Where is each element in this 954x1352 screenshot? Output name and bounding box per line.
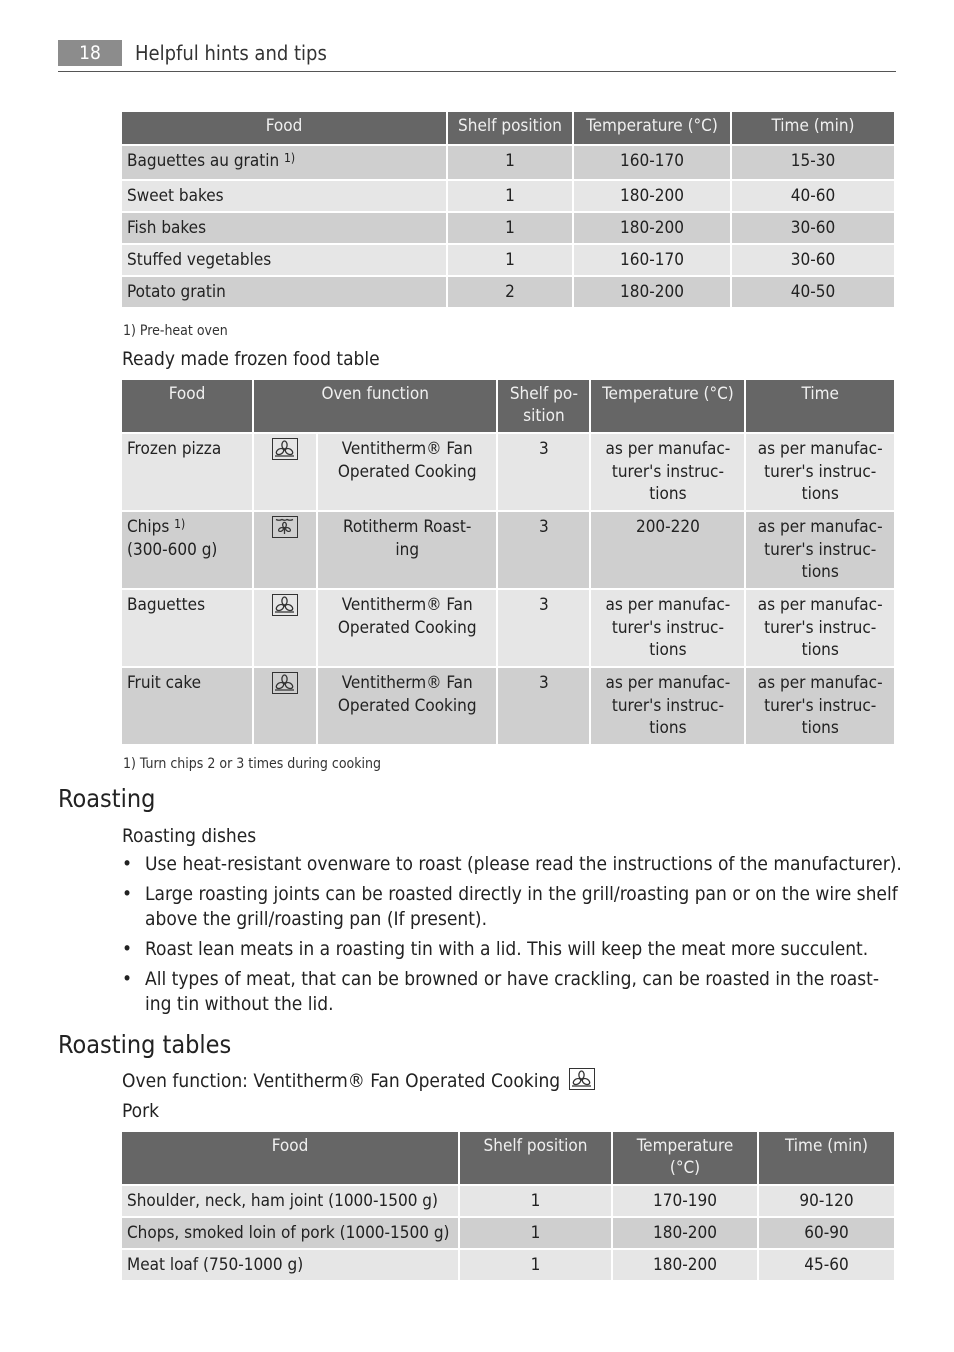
- footnote-marker: 1): [284, 151, 296, 165]
- time-line: tions: [801, 640, 839, 660]
- shelf-cell: 3: [498, 590, 589, 666]
- time-line: tions: [801, 562, 839, 582]
- time-cell: 30-60: [732, 213, 894, 243]
- shelf-header-line: Shelf po-: [509, 384, 579, 404]
- column-header-food: Food: [122, 1132, 458, 1184]
- table-footnote: 1) Turn chips 2 or 3 times during cooking: [123, 756, 382, 772]
- temperature-cell: 180-200: [574, 277, 730, 307]
- frozen-food-table: [120, 378, 896, 746]
- shelf-cell: 1: [448, 181, 572, 211]
- shelf-cell: 2: [448, 277, 572, 307]
- column-header-temperature: [613, 1132, 757, 1184]
- header-divider: [58, 71, 896, 72]
- temperature-line: turer's instruc-: [611, 695, 724, 716]
- column-header-food: Food: [122, 380, 252, 432]
- food-cell: Chops, smoked loin of pork (1000-1500 g): [122, 1218, 458, 1248]
- column-header-shelf-position: Shelf position: [460, 1132, 611, 1184]
- time-line: tions: [801, 718, 839, 738]
- food-cell: Fruit cake: [122, 668, 252, 744]
- list-item: • Large roasting joints can be roasted directly in the grill/roasting pan or on the wire shelf above the grill/roasting pan (If present).: [122, 882, 902, 932]
- time-cell: [746, 590, 894, 666]
- frozen-food-heading: Ready made frozen food table: [122, 348, 380, 370]
- baked-dishes-table: [120, 110, 896, 309]
- temperature-cell: [591, 434, 744, 510]
- table-header-row: [122, 112, 894, 144]
- food-name: Baguettes au gratin: [127, 151, 280, 171]
- time-cell: [746, 434, 894, 510]
- temperature-cell: 180-200: [613, 1250, 757, 1280]
- temperature-header-line: (°C): [669, 1158, 701, 1178]
- table-row: [122, 146, 894, 179]
- page-number: 18: [58, 40, 122, 66]
- function-cell: [318, 434, 496, 510]
- table-row: [122, 434, 894, 510]
- roasting-tips-list: [122, 852, 902, 1022]
- time-line: as per manufac-: [757, 595, 883, 615]
- table-row: [122, 1218, 894, 1248]
- column-header-shelf-position: [498, 380, 589, 432]
- column-header-shelf-position: Shelf position: [448, 112, 572, 144]
- food-cell: [122, 512, 252, 588]
- icon-cell: [254, 590, 316, 666]
- function-line: Ventitherm® Fan: [341, 439, 473, 459]
- food-name: Chips: [127, 517, 170, 537]
- column-header-time: Time (min): [759, 1132, 894, 1184]
- shelf-header-line: sition: [523, 406, 565, 426]
- shelf-cell: 1: [448, 213, 572, 243]
- function-line: ing: [395, 539, 420, 560]
- temperature-line: as per manufac-: [605, 595, 731, 615]
- shelf-cell: 1: [460, 1250, 611, 1280]
- column-header-time: Time: [746, 380, 894, 432]
- time-line: turer's instruc-: [764, 617, 877, 638]
- table-header-row: [122, 1132, 894, 1184]
- table-row: [122, 245, 894, 275]
- time-line: turer's instruc-: [764, 461, 877, 482]
- temperature-header-line: Temperature: [636, 1136, 734, 1156]
- function-line: Operated Cooking: [337, 617, 477, 638]
- function-line: Ventitherm® Fan: [341, 595, 473, 615]
- fan-icon: [272, 672, 298, 694]
- list-item: • Roast lean meats in a roasting tin with a lid. This will keep the meat more succulent.: [122, 937, 902, 962]
- table-row: [122, 512, 894, 588]
- column-header-time: Time (min): [732, 112, 894, 144]
- shelf-cell: 3: [498, 512, 589, 588]
- time-cell: 60-90: [759, 1218, 894, 1248]
- temperature-cell: 170-190: [613, 1186, 757, 1216]
- shelf-cell: 1: [460, 1218, 611, 1248]
- time-line: turer's instruc-: [764, 539, 877, 560]
- column-header-oven-function: Oven function: [254, 380, 496, 432]
- fan-icon: [272, 438, 298, 460]
- function-line: Ventitherm® Fan: [341, 673, 473, 693]
- column-header-food: Food: [122, 112, 446, 144]
- time-line: turer's instruc-: [764, 695, 877, 716]
- time-line: as per manufac-: [757, 439, 883, 459]
- temperature-line: as per manufac-: [605, 439, 731, 459]
- shelf-cell: 3: [498, 434, 589, 510]
- shelf-cell: 1: [448, 146, 572, 179]
- table-row: [122, 277, 894, 307]
- shelf-cell: 3: [498, 668, 589, 744]
- column-header-temperature: Temperature (°C): [574, 112, 730, 144]
- time-cell: 40-60: [732, 181, 894, 211]
- function-cell: [318, 590, 496, 666]
- list-item: • Use heat-resistant ovenware to roast (please read the instructions of the manufacturer).: [122, 852, 902, 877]
- function-cell: [318, 668, 496, 744]
- food-cell: Potato gratin: [122, 277, 446, 307]
- function-line: Rotitherm Roast-: [343, 517, 472, 537]
- oven-function-text: Oven function: Ventitherm® Fan Operated Cooking: [122, 1070, 561, 1092]
- pork-heading: Pork: [122, 1100, 160, 1122]
- table-header-row: [122, 380, 894, 432]
- temperature-cell: [591, 668, 744, 744]
- time-cell: 90-120: [759, 1186, 894, 1216]
- function-cell: [318, 512, 496, 588]
- time-cell: 40-50: [732, 277, 894, 307]
- fan-icon: [272, 594, 298, 616]
- icon-cell: [254, 668, 316, 744]
- food-cell: Meat loaf (750-1000 g): [122, 1250, 458, 1280]
- temperature-line: turer's instruc-: [611, 617, 724, 638]
- table-row: [122, 668, 894, 744]
- food-cell: [122, 146, 446, 179]
- section-heading-roasting-tables: Roasting tables: [58, 1030, 232, 1059]
- table-row: [122, 181, 894, 211]
- time-cell: 30-60: [732, 245, 894, 275]
- time-cell: 15-30: [732, 146, 894, 179]
- temperature-line: tions: [649, 484, 687, 504]
- roasting-dishes-heading: Roasting dishes: [122, 825, 257, 847]
- temperature-cell: 180-200: [574, 213, 730, 243]
- oven-function-line: [122, 1068, 595, 1092]
- running-title: Helpful hints and tips: [135, 41, 327, 65]
- temperature-line: tions: [649, 718, 687, 738]
- table-footnote: 1) Pre-heat oven: [123, 323, 228, 339]
- food-cell: Fish bakes: [122, 213, 446, 243]
- time-cell: [746, 512, 894, 588]
- column-header-temperature: Temperature (°C): [591, 380, 744, 432]
- time-cell: [746, 668, 894, 744]
- table-row: [122, 213, 894, 243]
- food-cell: Stuffed vegetables: [122, 245, 446, 275]
- time-line: tions: [801, 484, 839, 504]
- time-line: as per manufac-: [757, 673, 883, 693]
- food-cell: Shoulder, neck, ham joint (1000-1500 g): [122, 1186, 458, 1216]
- section-heading-roasting: Roasting: [58, 784, 156, 813]
- shelf-cell: 1: [448, 245, 572, 275]
- temperature-cell: 160-170: [574, 146, 730, 179]
- time-cell: 45-60: [759, 1250, 894, 1280]
- pork-roasting-table: [120, 1130, 896, 1282]
- rotitherm-icon: [272, 516, 298, 538]
- icon-cell: [254, 512, 316, 588]
- temperature-cell: 180-200: [574, 181, 730, 211]
- temperature-cell: 160-170: [574, 245, 730, 275]
- table-row: [122, 590, 894, 666]
- temperature-cell: [591, 590, 744, 666]
- function-line: Operated Cooking: [337, 695, 477, 716]
- temperature-line: tions: [649, 640, 687, 660]
- food-cell: Sweet bakes: [122, 181, 446, 211]
- table-row: [122, 1250, 894, 1280]
- temperature-line: as per manufac-: [605, 673, 731, 693]
- footnote-marker: 1): [174, 517, 186, 531]
- shelf-cell: 1: [460, 1186, 611, 1216]
- food-cell: Frozen pizza: [122, 434, 252, 510]
- list-item: • All types of meat, that can be browned or have crackling, can be roasted in the roast-ing tin without the lid.: [122, 967, 902, 1017]
- fan-icon: [569, 1068, 595, 1090]
- food-weight: (300-600 g): [127, 539, 218, 560]
- icon-cell: [254, 434, 316, 510]
- function-line: Operated Cooking: [337, 461, 477, 482]
- time-line: as per manufac-: [757, 517, 883, 537]
- food-cell: Baguettes: [122, 590, 252, 666]
- table-row: [122, 1186, 894, 1216]
- temperature-cell: 180-200: [613, 1218, 757, 1248]
- temperature-cell: 200-220: [591, 512, 744, 588]
- temperature-line: turer's instruc-: [611, 461, 724, 482]
